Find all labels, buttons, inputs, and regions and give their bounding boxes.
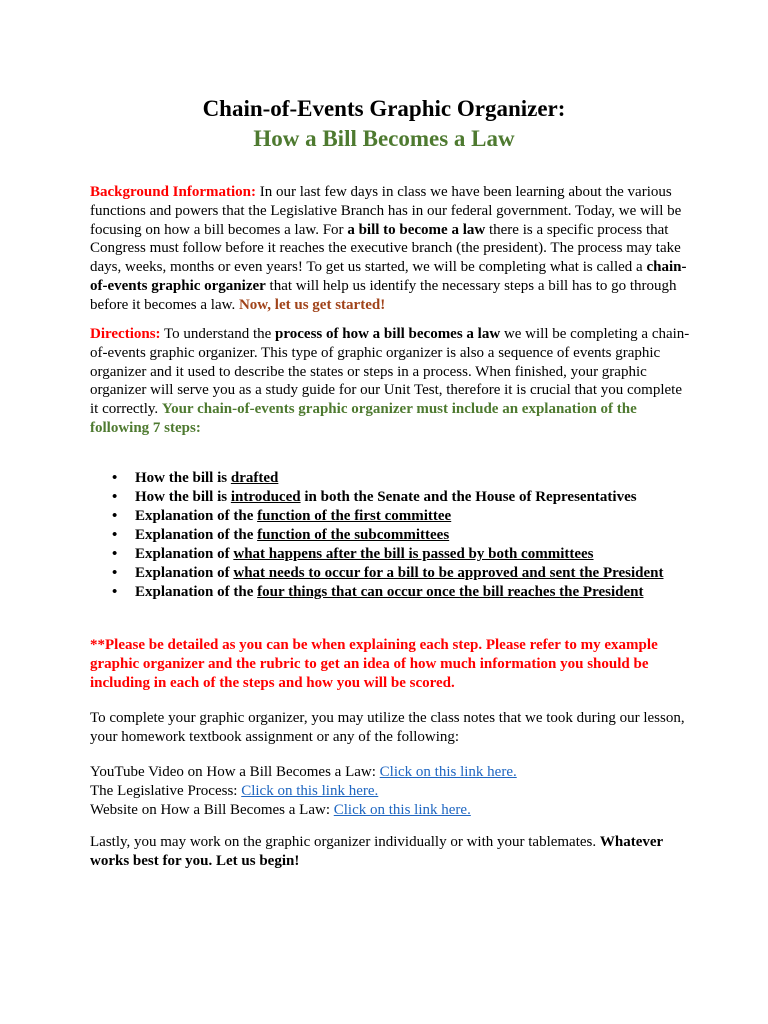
list-item	[90, 564, 690, 583]
detail-note: **Please be detailed as you can be when explaining each step. Please refer to my example graphic organizer and the rubric to get an idea of how much information you should be including in each of the steps and how you will be scored.	[90, 637, 658, 691]
list-item	[90, 507, 690, 526]
step-prefix: Explanation of the	[135, 508, 258, 524]
closing-text: Lastly, you may work on the graphic organizer individually or with your tablemates.	[90, 834, 600, 850]
step-keyword: what happens after the bill is passed by both committees	[233, 546, 594, 562]
step-prefix: Explanation of the	[135, 527, 258, 543]
list-item	[90, 469, 690, 488]
step-suffix: in both the Senate and the House of Representatives	[300, 489, 637, 505]
background-text-2: there is a specific process that Congress must follow before it reaches the executive branch (the president). The process may take days, weeks, months or even years! To get us started, we will be completing what is called a	[90, 221, 681, 276]
closing-paragraph	[90, 833, 690, 871]
step-prefix: How the bill is	[135, 470, 231, 486]
page-subtitle: How a Bill Becomes a Law	[253, 126, 515, 151]
directions-text-2: we will be completing a chain-of-events graphic organizer. This type of graphic organizer is also a sequence of events graphic organizer and it used to describe the states or steps in a process. When finished, your graphic organizer will serve you as a study guide for our Unit Test, therefore it is crucial that you complete it correctly.	[90, 326, 690, 418]
step-prefix: Explanation of	[135, 546, 234, 562]
directions-text-1: To understand the	[160, 326, 276, 342]
youtube-link[interactable]: Click on this link here.	[379, 764, 517, 780]
step-keyword: introduced	[230, 489, 301, 505]
legislative-process-link[interactable]: Click on this link here.	[241, 782, 379, 799]
step-keyword: four things that can occur once the bill reaches the President	[257, 584, 644, 600]
resource-label: YouTube Video on How a Bill Becomes a Law:	[90, 764, 380, 780]
resource-label: Website on How a Bill Becomes a Law:	[90, 801, 334, 818]
bullet-icon: •	[112, 565, 118, 581]
title-block	[0, 94, 768, 154]
background-bold-2: chain-of-events graphic organizer	[90, 259, 687, 294]
bullet-icon: •	[112, 584, 118, 600]
resource-label: The Legislative Process:	[90, 782, 242, 799]
resources-list	[90, 763, 690, 819]
list-item	[90, 526, 690, 545]
background-cta: Now, let us get started!	[238, 296, 386, 313]
list-item	[90, 545, 690, 564]
step-keyword: drafted	[230, 470, 279, 486]
bullet-icon: •	[112, 527, 118, 543]
bullet-icon: •	[112, 470, 118, 486]
steps-list	[90, 469, 690, 602]
step-prefix: Explanation of	[135, 565, 234, 581]
background-label: Background Information:	[90, 184, 256, 200]
background-text-1: In our last few days in class we have been learning about the various functions and powers that the Legislative Branch has in our federal government. Today, we will be focusing on how a bill becomes a law. For	[90, 184, 682, 238]
step-prefix: Explanation of the	[135, 584, 258, 600]
background-text-3: that will help us identify the necessary steps a bill has to go through before it becomes a law.	[90, 277, 677, 313]
page-title: Chain-of-Events Graphic Organizer:	[202, 96, 566, 121]
directions-label: Directions:	[90, 326, 161, 342]
website-link[interactable]: Click on this link here.	[333, 801, 471, 818]
list-item	[90, 583, 690, 602]
directions-paragraph	[90, 325, 690, 438]
bullet-icon: •	[112, 546, 118, 562]
resource-website	[90, 801, 690, 820]
resource-legislative-process	[90, 782, 690, 801]
step-keyword: what needs to occur for a bill to be approved and sent the President	[233, 565, 664, 581]
bullet-icon: •	[112, 508, 118, 524]
background-bold-1: a bill to become a law	[347, 221, 486, 238]
background-paragraph	[90, 183, 690, 315]
step-prefix: How the bill is	[135, 489, 231, 505]
list-item	[90, 488, 690, 507]
directions-requirement: Your chain-of-events graphic organizer must include an explanation of the following 7 steps:	[90, 401, 637, 436]
resource-youtube	[90, 763, 690, 782]
closing-bold: Whatever works best for you. Let us begin!	[90, 834, 663, 869]
bullet-icon: •	[112, 489, 118, 505]
resources-intro: To complete your graphic organizer, you may utilize the class notes that we took during our lesson, your homework textbook assignment or any of the following:	[90, 710, 685, 745]
directions-bold-1: process of how a bill becomes a law	[275, 326, 501, 342]
step-keyword: function of the first committee	[257, 508, 452, 524]
step-keyword: function of the subcommittees	[257, 527, 450, 543]
